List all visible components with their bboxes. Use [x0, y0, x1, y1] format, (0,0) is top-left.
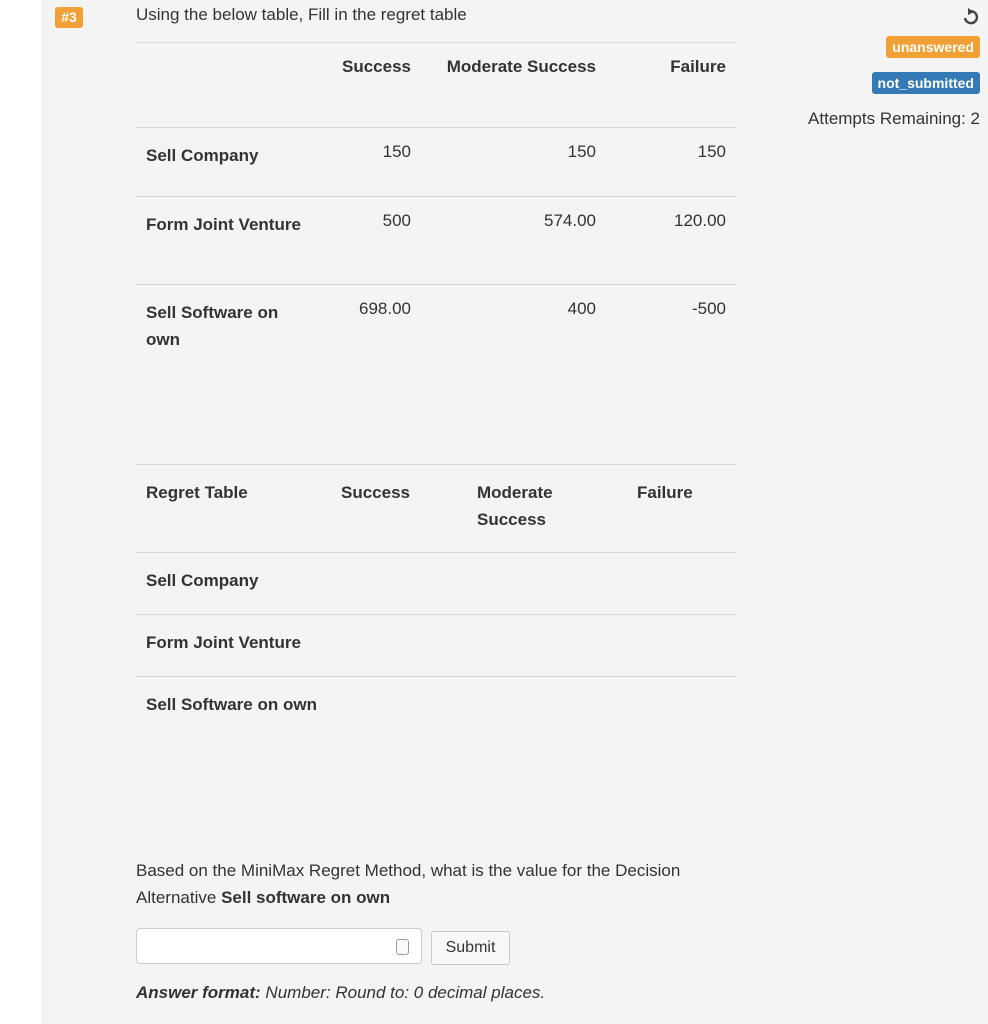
attempts-remaining: Attempts Remaining: 2 — [808, 109, 980, 128]
payoff-cell: 500 — [382, 211, 411, 230]
regret-header-failure: Failure — [637, 483, 693, 502]
regret-cell — [467, 677, 627, 757]
payoff-header-row — [136, 43, 736, 128]
regret-cell — [331, 677, 467, 757]
spinner-icon[interactable] — [396, 939, 409, 955]
payoff-row — [136, 197, 736, 285]
regret-cell — [467, 553, 627, 615]
answer-input[interactable] — [136, 928, 422, 964]
regret-header-row — [136, 465, 736, 553]
payoff-row-label: Sell Software on own — [146, 303, 279, 349]
regret-cell — [627, 615, 736, 677]
regret-row — [136, 677, 736, 757]
payoff-cell: 150 — [382, 142, 411, 161]
payoff-header-empty — [136, 43, 316, 128]
answer-format-label: Answer format: — [136, 983, 261, 1002]
regret-row-label: Form Joint Venture — [146, 633, 301, 652]
regret-table — [136, 464, 736, 757]
question-number-badge: #3 — [55, 7, 83, 28]
payoff-row — [136, 128, 736, 197]
payoff-row-label: Sell Company — [146, 146, 259, 165]
regret-cell — [627, 677, 736, 757]
payoff-header-failure: Failure — [670, 57, 726, 76]
regret-cell — [467, 615, 627, 677]
sub-question — [136, 857, 746, 911]
sub-question-text: Based on the MiniMax Regret Method, what is the value for the Decision Alternative — [136, 861, 681, 907]
payoff-header-success: Success — [342, 57, 411, 76]
payoff-cell: 400 — [567, 299, 596, 318]
answer-format-text: Number: Round to: 0 decimal places. — [265, 983, 546, 1002]
payoff-row — [136, 285, 736, 405]
regret-row — [136, 615, 736, 677]
payoff-cell: 574.00 — [544, 211, 596, 230]
answer-format — [136, 983, 545, 1003]
payoff-cell: 150 — [697, 142, 726, 161]
submit-button[interactable]: Submit — [431, 931, 510, 965]
payoff-cell: -500 — [691, 299, 726, 318]
regret-cell — [627, 553, 736, 615]
payoff-cell: 120.00 — [674, 211, 726, 230]
sub-question-bold: Sell software on own — [221, 888, 391, 907]
regret-row — [136, 553, 736, 615]
regret-row-label: Sell Company — [146, 571, 259, 590]
share-icon[interactable] — [962, 7, 980, 25]
payoff-cell: 698.00 — [359, 299, 411, 318]
regret-header-success: Success — [341, 483, 410, 502]
status-badge-not-submitted: not_submitted — [872, 72, 980, 94]
payoff-table — [136, 42, 736, 405]
regret-header-moderate: Moderate Success — [477, 483, 553, 529]
regret-cell — [331, 615, 467, 677]
regret-cell — [331, 553, 467, 615]
payoff-header-moderate: Moderate Success — [446, 57, 596, 76]
question-prompt: Using the below table, Fill in the regret table — [136, 5, 467, 24]
answer-area — [136, 928, 496, 969]
status-badge-unanswered: unanswered — [886, 36, 980, 58]
payoff-row-label: Form Joint Venture — [146, 215, 301, 234]
regret-row-label: Sell Software on own — [146, 695, 317, 714]
payoff-cell: 150 — [567, 142, 596, 161]
regret-header-title: Regret Table — [146, 483, 248, 502]
